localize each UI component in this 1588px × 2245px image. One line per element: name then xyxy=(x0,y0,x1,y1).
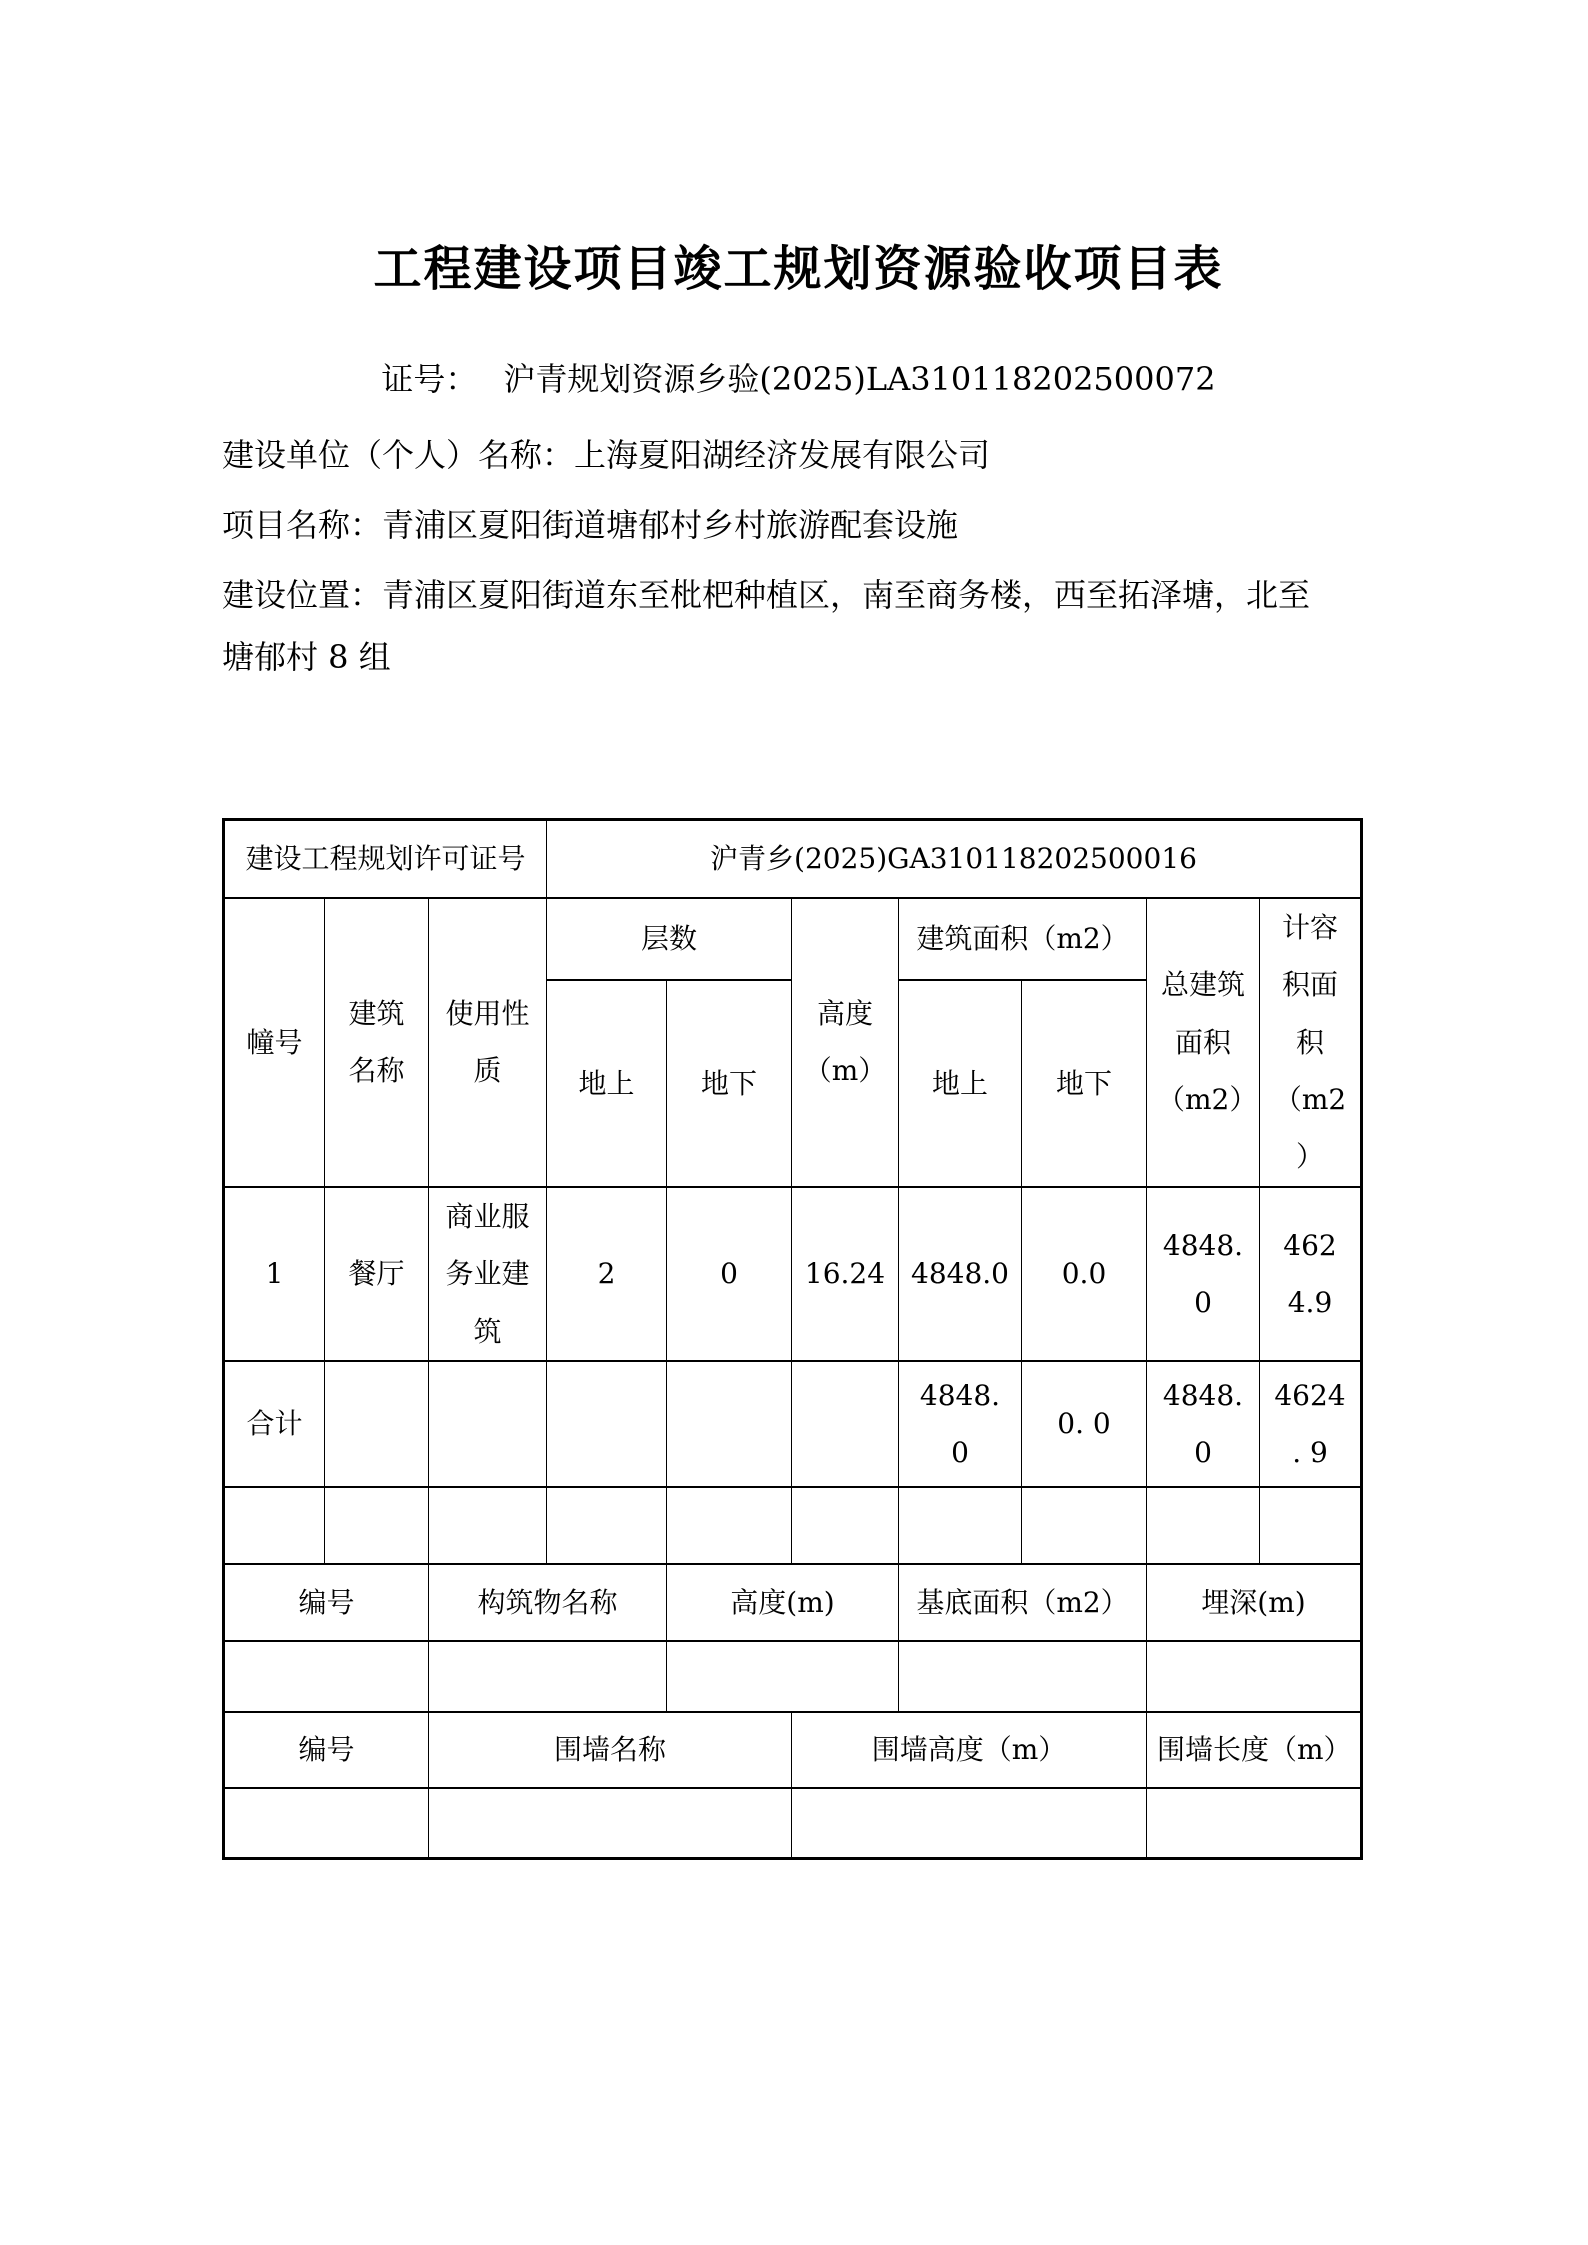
building-data-row xyxy=(224,1187,1362,1361)
cert-label: 证号： xyxy=(381,360,478,399)
empty-cell xyxy=(429,1788,792,1858)
total-area-above: 4848. 0 xyxy=(899,1361,1022,1487)
empty-row xyxy=(224,1641,1362,1712)
empty-cell xyxy=(224,1788,429,1858)
empty-cell xyxy=(1260,1487,1362,1564)
hdr-floors-group: 层数 xyxy=(547,898,792,980)
empty-cell xyxy=(429,1361,547,1487)
hdr-floors-below: 地下 xyxy=(667,980,792,1187)
empty-cell xyxy=(1022,1487,1147,1564)
cell-building-name: 餐厅 xyxy=(325,1187,429,1361)
hdr-usage: 使用性质 xyxy=(429,898,547,1187)
empty-cell xyxy=(224,1641,429,1712)
hdr-structure-name: 构筑物名称 xyxy=(429,1564,667,1641)
cell-area-above: 4848.0 xyxy=(899,1187,1022,1361)
cell-plot-ratio-area: 4624.9 xyxy=(1260,1187,1362,1361)
hdr-wall-name: 围墙名称 xyxy=(429,1712,792,1788)
empty-cell xyxy=(667,1487,792,1564)
hdr-structure-height: 高度(m) xyxy=(667,1564,899,1641)
construction-location-line: 建设位置：青浦区夏阳街道东至枇杷种植区，南至商务楼，西至拓泽塘，北至塘郁村 8 组 xyxy=(222,576,1311,677)
empty-cell xyxy=(547,1361,667,1487)
empty-cell xyxy=(325,1361,429,1487)
empty-cell xyxy=(1147,1641,1362,1712)
hdr-floors-above: 地上 xyxy=(547,980,667,1187)
cell-floors-above: 2 xyxy=(547,1187,667,1361)
hdr-building-no: 幢号 xyxy=(224,898,325,1187)
empty-cell xyxy=(792,1487,899,1564)
empty-cell xyxy=(325,1487,429,1564)
empty-cell xyxy=(429,1487,547,1564)
hdr-wall-no: 编号 xyxy=(224,1712,429,1788)
empty-cell xyxy=(1147,1788,1362,1858)
cert-line xyxy=(222,348,1375,410)
hdr-area-above: 地上 xyxy=(899,980,1022,1187)
structures-header-row xyxy=(224,1564,1362,1641)
empty-row xyxy=(224,1487,1362,1564)
hdr-structure-depth: 埋深(m) xyxy=(1147,1564,1362,1641)
empty-cell xyxy=(899,1487,1022,1564)
hdr-wall-height: 围墙高度（m） xyxy=(792,1712,1147,1788)
cell-height: 16.24 xyxy=(792,1187,899,1361)
empty-cell xyxy=(667,1641,899,1712)
hdr-structure-no: 编号 xyxy=(224,1564,429,1641)
total-label-cell: 合计 xyxy=(224,1361,325,1487)
permit-row xyxy=(224,820,1362,898)
hdr-floor-area-group: 建筑面积（m2） xyxy=(899,898,1147,980)
cell-area-below: 0.0 xyxy=(1022,1187,1147,1361)
acceptance-table xyxy=(222,818,1363,1859)
total-total-area: 4848. 0 xyxy=(1147,1361,1260,1487)
project-name-line: 项目名称：青浦区夏阳街道塘郁村乡村旅游配套设施 xyxy=(222,506,959,545)
cert-number: 沪青规划资源乡验(2025)LA310118202500072 xyxy=(503,360,1216,399)
empty-cell xyxy=(1147,1487,1260,1564)
hdr-building-name: 建筑名称 xyxy=(325,898,429,1187)
hdr-structure-base-area: 基底面积（m2） xyxy=(899,1564,1147,1641)
empty-cell xyxy=(429,1641,667,1712)
empty-cell xyxy=(667,1361,792,1487)
page-title: 工程建设项目竣工规划资源验收项目表 xyxy=(373,241,1224,297)
total-area-below: 0. 0 xyxy=(1022,1361,1147,1487)
total-row xyxy=(224,1361,1362,1487)
permit-number-cell: 沪青乡(2025)GA310118202500016 xyxy=(547,820,1362,898)
empty-cell xyxy=(224,1487,325,1564)
cell-building-no: 1 xyxy=(224,1187,325,1361)
permit-label-cell: 建设工程规划许可证号 xyxy=(224,820,547,898)
construction-unit-line: 建设单位（个人）名称：上海夏阳湖经济发展有限公司 xyxy=(222,436,991,475)
empty-cell xyxy=(547,1487,667,1564)
empty-cell xyxy=(792,1788,1147,1858)
cell-usage: 商业服务业建筑 xyxy=(429,1187,547,1361)
walls-header-row xyxy=(224,1712,1362,1788)
empty-cell xyxy=(899,1641,1147,1712)
hdr-height: 高度（m） xyxy=(792,898,899,1187)
empty-row xyxy=(224,1788,1362,1858)
hdr-plot-ratio-area: 计容积面积（m2） xyxy=(1260,898,1362,1187)
header-row-top xyxy=(224,898,1362,980)
empty-cell xyxy=(792,1361,899,1487)
hdr-wall-length: 围墙长度（m） xyxy=(1147,1712,1362,1788)
hdr-total-area: 总建筑面积（m2） xyxy=(1147,898,1260,1187)
hdr-area-below: 地下 xyxy=(1022,980,1147,1187)
total-plot-ratio-area: 4624. 9 xyxy=(1260,1361,1362,1487)
cell-floors-below: 0 xyxy=(667,1187,792,1361)
cell-total-area: 4848.0 xyxy=(1147,1187,1260,1361)
